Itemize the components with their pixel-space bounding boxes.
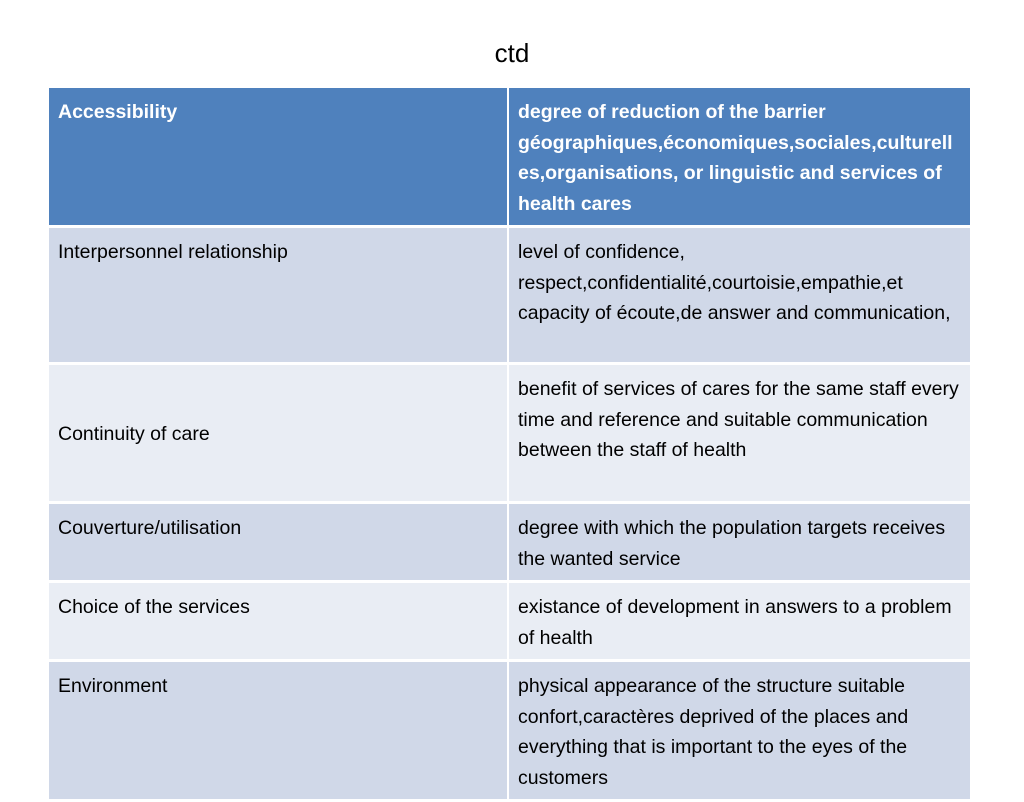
dimension-cell: Interpersonnel relationship xyxy=(49,227,508,364)
table-header-row xyxy=(49,88,970,227)
table-row xyxy=(49,503,970,582)
header-cell-dimension: Accessibility xyxy=(49,88,508,227)
dimension-cell: Couverture/utilisation xyxy=(49,503,508,582)
definition-cell: level of confidence, respect,confidentialité,courtoisie,empathie,et capacity of écoute,de answer and communication, xyxy=(508,227,970,364)
slide-title: ctd xyxy=(494,38,530,68)
definition-cell: benefit of services of cares for the same staff every time and reference and suitable communication between the staff of health xyxy=(508,364,970,503)
table-row xyxy=(49,227,970,364)
header-cell-definition: degree of reduction of the barrier géographiques,économiques,sociales,culturelles,organisations, or linguistic and services of health cares xyxy=(508,88,970,227)
definition-cell: physical appearance of the structure suitable confort,caractères deprived of the places and everything that is important to the eyes of the customers xyxy=(508,661,970,801)
definition-cell: degree with which the population targets receives the wanted service xyxy=(508,503,970,582)
dimension-cell: Environment xyxy=(49,661,508,801)
quality-dimensions-table xyxy=(49,88,970,802)
definition-cell: existance of development in answers to a problem of health xyxy=(508,582,970,661)
dimension-cell: Continuity of care xyxy=(49,364,508,503)
table-row xyxy=(49,582,970,661)
table-row xyxy=(49,364,970,503)
dimension-cell: Choice of the services xyxy=(49,582,508,661)
table-row xyxy=(49,661,970,801)
